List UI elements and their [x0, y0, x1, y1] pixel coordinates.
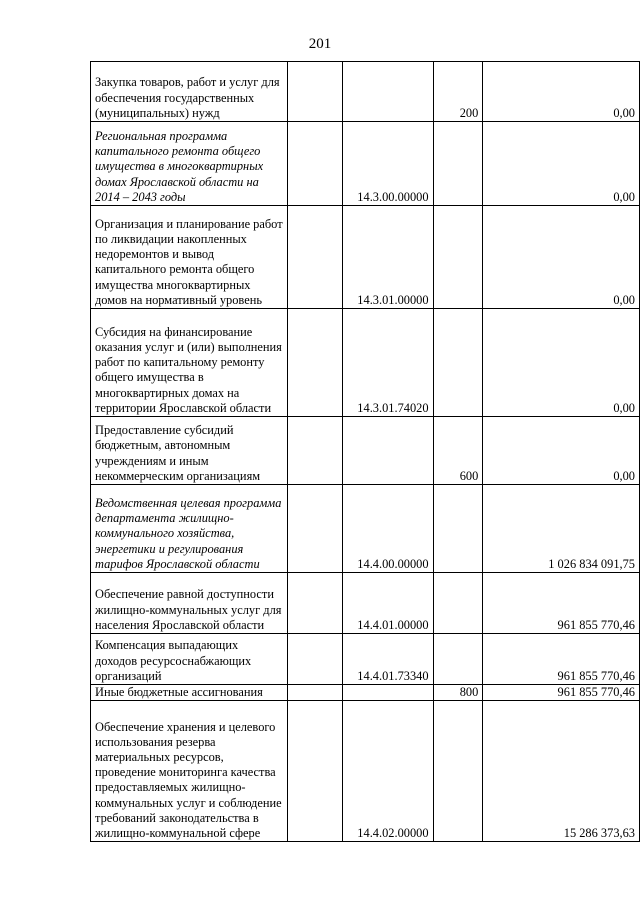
row-type-cell — [433, 206, 483, 309]
row-name-cell: Иные бюджетные ассигнования — [91, 685, 288, 701]
row-empty-cell — [287, 685, 342, 701]
row-name-cell: Закупка товаров, работ и услуг для обеспечения государственных (муниципальных) нужд — [91, 62, 288, 122]
row-name-cell: Предоставление субсидий бюджетным, автономным учреждениям и иным некоммерческим организациям — [91, 417, 288, 485]
row-type-cell — [433, 485, 483, 573]
row-code-cell: 14.4.02.00000 — [343, 701, 433, 842]
row-name-cell: Компенсация выпадающих доходов ресурсоснабжающих организаций — [91, 634, 288, 685]
table-row — [91, 417, 640, 485]
row-type-cell: 600 — [433, 417, 483, 485]
table-row — [91, 685, 640, 701]
row-name-cell: Обеспечение равной доступности жилищно-коммунальных услуг для населения Ярославской области — [91, 573, 288, 634]
row-amount-cell: 0,00 — [483, 122, 640, 206]
row-amount-cell: 1 026 834 091,75 — [483, 485, 640, 573]
row-code-cell — [343, 62, 433, 122]
row-code-cell: 14.4.01.73340 — [343, 634, 433, 685]
row-amount-cell: 0,00 — [483, 206, 640, 309]
row-amount-cell: 0,00 — [483, 309, 640, 417]
row-type-cell — [433, 701, 483, 842]
row-type-cell — [433, 309, 483, 417]
row-name-cell: Региональная программа капитального ремонта общего имущества в многоквартирных домах Ярославской области на 2014 – 2043 годы — [91, 122, 288, 206]
row-name-cell: Ведомственная целевая программа департамента жилищно-коммунального хозяйства, энергетики и регулирования тарифов Ярославской области — [91, 485, 288, 573]
row-code-cell: 14.3.00.00000 — [343, 122, 433, 206]
row-empty-cell — [287, 309, 342, 417]
row-code-cell — [343, 417, 433, 485]
row-code-cell: 14.4.00.00000 — [343, 485, 433, 573]
table-row — [91, 309, 640, 417]
row-amount-cell: 961 855 770,46 — [483, 573, 640, 634]
row-code-cell: 14.4.01.00000 — [343, 573, 433, 634]
row-amount-cell: 961 855 770,46 — [483, 685, 640, 701]
row-amount-cell: 0,00 — [483, 62, 640, 122]
row-empty-cell — [287, 62, 342, 122]
table-row — [91, 573, 640, 634]
row-empty-cell — [287, 417, 342, 485]
table-row — [91, 122, 640, 206]
row-name-cell: Обеспечение хранения и целевого использования резерва материальных ресурсов, проведение мониторинга качества предоставляемых жилищно-коммунальных услуг и соблюдение требований законодательства в жилищно-коммунальной сфере — [91, 701, 288, 842]
page-number: 201 — [308, 36, 332, 52]
row-empty-cell — [287, 122, 342, 206]
row-empty-cell — [287, 634, 342, 685]
row-code-cell: 14.3.01.74020 — [343, 309, 433, 417]
table-row — [91, 62, 640, 122]
row-type-cell — [433, 122, 483, 206]
row-amount-cell: 961 855 770,46 — [483, 634, 640, 685]
row-name-cell: Субсидия на финансирование оказания услуг и (или) выполнения работ по капитальному ремонту общего имущества в многоквартирных домах на территории Ярославской области — [91, 309, 288, 417]
table-row — [91, 206, 640, 309]
row-code-cell — [343, 685, 433, 701]
table-row — [91, 485, 640, 573]
row-amount-cell: 0,00 — [483, 417, 640, 485]
row-empty-cell — [287, 206, 342, 309]
row-name-cell: Организация и планирование работ по ликвидации накопленных недоремонтов и вывод капитального ремонта общего имущества многоквартирных домов на нормативный уровень — [91, 206, 288, 309]
row-type-cell: 200 — [433, 62, 483, 122]
row-type-cell: 800 — [433, 685, 483, 701]
table-row — [91, 701, 640, 842]
row-empty-cell — [287, 485, 342, 573]
row-empty-cell — [287, 701, 342, 842]
table-row — [91, 634, 640, 685]
row-type-cell — [433, 573, 483, 634]
budget-table — [90, 61, 640, 842]
row-empty-cell — [287, 573, 342, 634]
row-type-cell — [433, 634, 483, 685]
row-code-cell: 14.3.01.00000 — [343, 206, 433, 309]
row-amount-cell: 15 286 373,63 — [483, 701, 640, 842]
